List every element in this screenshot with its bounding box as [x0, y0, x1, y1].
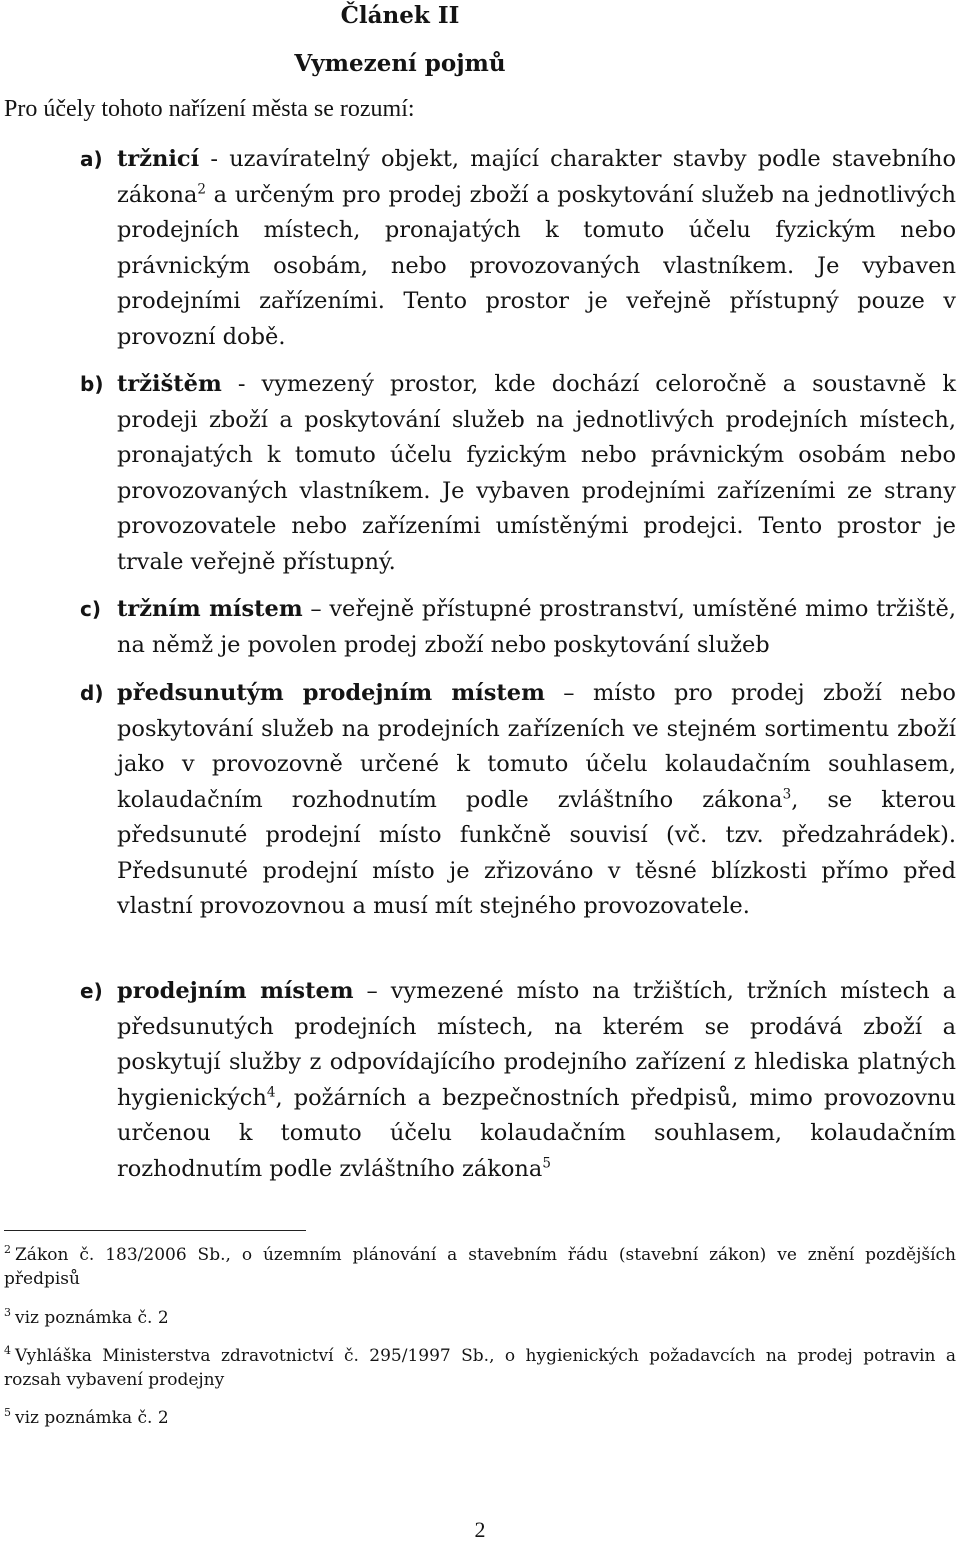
defined-term: prodejním místem	[117, 978, 354, 1004]
footnote-ref: 2	[197, 181, 206, 197]
footnote-separator	[4, 1230, 306, 1231]
defined-term: tržním místem	[117, 596, 303, 622]
defined-term: tržnicí	[117, 146, 200, 172]
article-subtitle: Vymezení pojmů	[294, 50, 506, 77]
footnote-4: $^4$ Vyhláška Ministerstva zdravotnictví č. 295/1997 Sb., o hygienických požadavcích na prodej potravin a rozsah vybavení prodejny	[4, 1344, 956, 1390]
defined-term: předsunutým prodejním místem	[117, 680, 545, 706]
item-marker: e)	[80, 979, 103, 1003]
definition-text: tržnicí - uzavíratelný objekt, mající charakter stavby podle stavebního zákona$^2$ a určeným pro prodej zboží a poskytování služeb na jednotlivých prodejních místech, pronajatých k tomuto účelu fyzickým nebo právnickým osobám, nebo provozovaných vlastníkem. Je vybaven prodejními zařízeními. Tento prostor je veřejně přístupný pouze v provozní době.	[117, 146, 956, 350]
footnote-number: 2	[4, 1243, 11, 1257]
definition-item-a	[80, 142, 956, 355]
definition-item-c	[80, 592, 956, 663]
footnote-5: $^5$ viz poznámka č. 2	[4, 1406, 169, 1428]
footnote-2: $^2$ Zákon č. 183/2006 Sb., o územním plánování a stavebním řádu (stavební zákon) ve znění pozdějších předpisů	[4, 1243, 956, 1289]
item-marker: c)	[80, 597, 101, 621]
page-number: 2	[474, 1517, 486, 1542]
item-marker: a)	[80, 147, 103, 171]
item-marker: b)	[80, 372, 104, 396]
footnote-number: 4	[4, 1344, 11, 1358]
definition-text: tržištěm - vymezený prostor, kde dochází celoročně a soustavně k prodeji zboží a poskytování služeb na jednotlivých prodejních místech, pronajatých k tomuto účelu fyzickým nebo právnickým osobám nebo provozovaných vlastníkem. Je vybaven prodejními zařízeními ze strany provozovatele nebo zařízeními umístěnými prodejci. Tento prostor je trvale veřejně přístupný.	[117, 371, 956, 575]
footnote-number: 3	[4, 1306, 11, 1320]
footnote-ref: 3	[782, 786, 792, 802]
definition-item-b	[80, 367, 956, 580]
definition-item-d	[80, 676, 956, 925]
defined-term: tržištěm	[117, 371, 222, 397]
definition-item-e	[80, 974, 956, 1187]
definition-text: prodejním místem – vymezené místo na tržištích, tržních místech a předsunutých prodejních místech, na kterém se prodává zboží a poskytují služby z odpovídajícího prodejního zařízení z hlediska platných hygienických$^4$, požárních a bezpečnostních předpisů, mimo provozovnu určenou k tomuto účelu kolaudačním souhlasem, kolaudačním rozhodnutím podle zvláštního zákona$^5$	[117, 978, 956, 1182]
item-marker: d)	[80, 681, 104, 705]
intro-text: Pro účely tohoto nařízení města se rozumí:	[4, 96, 415, 122]
footnote-ref: 4	[266, 1084, 276, 1100]
article-title: Článek II	[340, 2, 460, 29]
footnote-number: 5	[4, 1406, 11, 1420]
definition-text: tržním místem – veřejně přístupné prostranství, umístěné mimo tržiště, na němž je povolen prodej zboží nebo poskytování služeb	[117, 596, 957, 658]
footnote-ref: 5	[542, 1155, 551, 1171]
definition-text: předsunutým prodejním místem – místo pro prodej zboží nebo poskytování služeb na prodejních zařízeních ve stejném sortimentu zboží jako v provozovně určené k tomuto účelu kolaudačním souhlasem, kolaudačním rozhodnutím podle zvláštního zákona$^3$, se kterou předsunuté prodejní místo funkčně souvisí (vč. tzv. předzahrádek). Předsunuté prodejní místo je zřizováno v těsné blízkosti přímo před vlastní provozovnou a musí mít stejného provozovatele.	[117, 680, 956, 919]
footnote-3: $^3$ viz poznámka č. 2	[4, 1306, 169, 1328]
